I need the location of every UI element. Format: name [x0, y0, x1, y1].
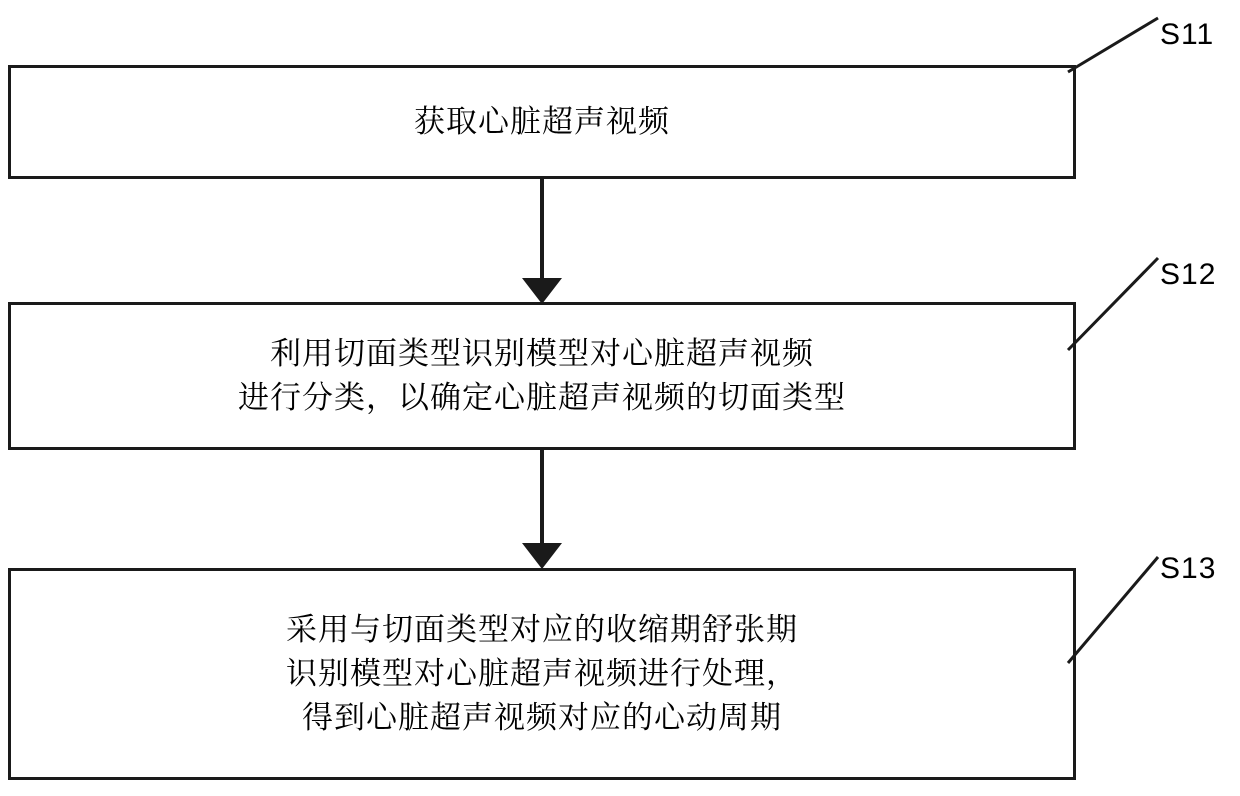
- flowchart-step-s13-text: 采用与切面类型对应的收缩期舒张期 识别模型对心脏超声视频进行处理， 得到心脏超声视频对应的心动周期: [286, 611, 798, 735]
- flowchart-step-s12-text: 利用切面类型识别模型对心脏超声视频 进行分类，以确定心脏超声视频的切面类型: [238, 335, 846, 415]
- flowchart-step-s11[interactable]: [8, 65, 1076, 179]
- flowchart-step-s13[interactable]: [8, 568, 1076, 780]
- arrow-s11-to-s12: [510, 178, 580, 306]
- flowchart-step-s12[interactable]: [8, 302, 1076, 450]
- flowchart-step-s11-text: 获取心脏超声视频: [414, 103, 670, 139]
- flowchart-step-s12-label: S12: [1160, 258, 1217, 291]
- leader-line-s12: [1060, 250, 1190, 360]
- flowchart-step-s11-label: S11: [1160, 18, 1215, 51]
- arrow-s12-to-s13: [510, 449, 580, 573]
- flowchart-step-s13-label: S13: [1160, 552, 1217, 585]
- leader-line-s11: [1060, 10, 1190, 80]
- leader-line-s13: [1060, 545, 1190, 675]
